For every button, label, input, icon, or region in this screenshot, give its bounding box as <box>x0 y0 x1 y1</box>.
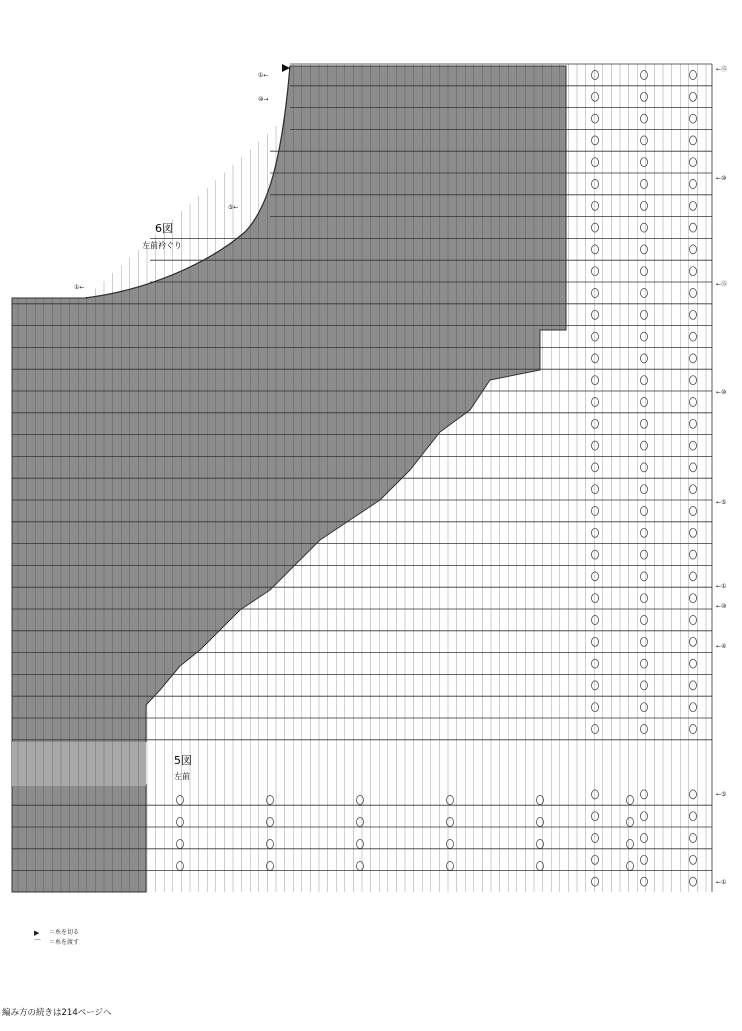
stitch-cluster <box>690 158 697 167</box>
stitch-cluster <box>690 812 697 821</box>
stitch-cluster <box>592 572 599 581</box>
stitch-cluster <box>690 637 697 646</box>
stitch-cluster <box>641 855 648 864</box>
stitch-cluster <box>592 158 599 167</box>
stitch-cluster <box>690 310 697 319</box>
stitch-cluster <box>641 245 648 254</box>
stitch-cluster <box>641 201 648 210</box>
stitch-cluster <box>690 114 697 123</box>
stitch-cluster <box>592 528 599 537</box>
stitch-cluster <box>592 354 599 363</box>
stitch-cluster <box>447 840 454 849</box>
stitch-cluster <box>592 855 599 864</box>
stitch-cluster <box>627 862 634 871</box>
stitch-cluster <box>690 659 697 668</box>
stitch-cluster <box>641 790 648 799</box>
stitch-cluster <box>690 616 697 625</box>
stitch-cluster <box>641 725 648 734</box>
stitch-cluster <box>592 398 599 407</box>
stitch-cluster <box>592 550 599 559</box>
stitch-cluster <box>641 550 648 559</box>
stitch-cluster <box>627 840 634 849</box>
stitch-cluster <box>690 594 697 603</box>
stitch-cluster <box>592 790 599 799</box>
stitch-cluster <box>690 550 697 559</box>
stitch-cluster <box>641 834 648 843</box>
stitch-cluster <box>627 796 634 805</box>
shaded-lower-block <box>12 742 146 786</box>
stitch-cluster <box>641 463 648 472</box>
stitch-cluster <box>592 703 599 712</box>
stitch-cluster <box>592 725 599 734</box>
stitch-cluster <box>592 637 599 646</box>
stitch-cluster <box>690 507 697 516</box>
stitch-cluster <box>641 332 648 341</box>
stitch-cluster <box>592 223 599 232</box>
continuation-note: 編み方の続きは214ページへ <box>2 1008 112 1018</box>
stitch-cluster <box>641 528 648 537</box>
stitch-cluster <box>641 180 648 189</box>
stitch-cluster <box>592 594 599 603</box>
stitch-cluster <box>592 485 599 494</box>
stitch-cluster <box>592 834 599 843</box>
stitch-cluster <box>690 855 697 864</box>
figure-6-title: 6図 <box>155 222 173 235</box>
stitch-cluster <box>690 725 697 734</box>
stitch-cluster <box>690 376 697 385</box>
legend-item-label: ＝糸を切る <box>49 929 80 936</box>
join-yarn-icon: ⌒ <box>34 939 41 947</box>
stitch-cluster <box>447 818 454 827</box>
legend-item-join-yarn <box>34 938 79 948</box>
stitch-cluster <box>641 398 648 407</box>
stitch-cluster <box>641 616 648 625</box>
stitch-cluster <box>641 572 648 581</box>
legend <box>34 928 79 948</box>
stitch-cluster <box>592 245 599 254</box>
stitch-cluster <box>357 818 364 827</box>
stitch-cluster <box>690 201 697 210</box>
stitch-cluster <box>641 114 648 123</box>
stitch-cluster <box>641 812 648 821</box>
stitch-cluster <box>592 463 599 472</box>
row-marker-right: ←⑮ <box>716 281 728 288</box>
stitch-cluster <box>641 659 648 668</box>
legend-item-cut-yarn <box>34 928 79 938</box>
stitch-cluster <box>592 681 599 690</box>
stitch-cluster <box>641 71 648 80</box>
stitch-cluster <box>690 681 697 690</box>
stitch-cluster <box>641 354 648 363</box>
cut-yarn-icon: ▶ <box>34 929 40 937</box>
stitch-cluster <box>690 180 697 189</box>
cut-yarn-icon <box>282 64 290 72</box>
stitch-cluster <box>690 223 697 232</box>
stitch-cluster <box>177 862 184 871</box>
stitch-cluster <box>690 528 697 537</box>
stitch-cluster <box>690 398 697 407</box>
stitch-cluster <box>641 419 648 428</box>
stitch-cluster <box>690 92 697 101</box>
row-marker-right: ←④ <box>716 643 727 650</box>
stitch-cluster <box>627 818 634 827</box>
stitch-cluster <box>592 616 599 625</box>
stitch-cluster <box>592 507 599 516</box>
row-marker-left: ①← <box>258 72 269 79</box>
stitch-cluster <box>592 441 599 450</box>
stitch-cluster <box>592 201 599 210</box>
row-marker-right: ←⑤ <box>716 499 727 506</box>
stitch-cluster <box>177 818 184 827</box>
stitch-cluster <box>641 441 648 450</box>
stitch-cluster <box>690 267 697 276</box>
stitch-cluster <box>690 790 697 799</box>
row-marker-right: ←⑩ <box>716 389 727 396</box>
stitch-cluster <box>357 840 364 849</box>
stitch-cluster <box>641 289 648 298</box>
stitch-cluster <box>641 594 648 603</box>
row-marker-right: ←① <box>716 879 727 886</box>
stitch-cluster <box>641 485 648 494</box>
stitch-cluster <box>690 485 697 494</box>
stitch-cluster <box>690 877 697 886</box>
row-marker-right: ←⑤ <box>716 791 727 798</box>
row-marker-right: ←① <box>716 583 727 590</box>
stitch-cluster <box>357 862 364 871</box>
row-marker-right: ←⑩ <box>716 603 727 610</box>
stitch-cluster <box>177 840 184 849</box>
stitch-cluster <box>592 267 599 276</box>
stitch-cluster <box>641 136 648 145</box>
figure-5-band <box>146 742 712 784</box>
stitch-cluster <box>690 834 697 843</box>
stitch-cluster <box>357 796 364 805</box>
stitch-cluster <box>641 158 648 167</box>
stitch-cluster <box>592 92 599 101</box>
stitch-cluster <box>641 703 648 712</box>
stitch-cluster <box>592 376 599 385</box>
stitch-cluster <box>592 659 599 668</box>
stitch-cluster <box>641 877 648 886</box>
stitch-cluster <box>592 812 599 821</box>
stitch-cluster <box>592 71 599 80</box>
stitch-cluster <box>641 92 648 101</box>
stitch-cluster <box>690 245 697 254</box>
stitch-cluster <box>592 289 599 298</box>
stitch-cluster <box>690 71 697 80</box>
stitch-cluster <box>447 796 454 805</box>
stitch-cluster <box>690 703 697 712</box>
stitch-cluster <box>690 463 697 472</box>
stitch-cluster <box>641 267 648 276</box>
stitch-cluster <box>641 310 648 319</box>
stitch-cluster <box>690 354 697 363</box>
stitch-cluster <box>690 136 697 145</box>
stitch-cluster <box>641 376 648 385</box>
figure-5-subtitle: 左前 <box>174 772 190 781</box>
stitch-cluster <box>690 441 697 450</box>
stitch-cluster <box>177 796 184 805</box>
stitch-cluster <box>690 572 697 581</box>
row-marker-left: ⑩→ <box>258 96 269 103</box>
stitch-cluster <box>592 332 599 341</box>
figure-6-subtitle: 左前衿ぐり <box>142 241 182 250</box>
stitch-cluster <box>641 507 648 516</box>
figure-5-title: 5図 <box>174 754 192 767</box>
stitch-cluster <box>690 289 697 298</box>
stitch-cluster <box>592 180 599 189</box>
stitch-cluster <box>690 332 697 341</box>
stitch-cluster <box>447 862 454 871</box>
stitch-cluster <box>592 419 599 428</box>
row-marker-left: ⑤← <box>228 204 239 211</box>
stitch-cluster <box>592 877 599 886</box>
stitch-cluster <box>592 310 599 319</box>
row-marker-left: ①← <box>74 284 85 291</box>
row-marker-right: ←⑮ <box>716 66 728 73</box>
stitch-cluster <box>641 681 648 690</box>
legend-item-label: ＝糸を渡す <box>49 939 80 946</box>
stitch-cluster <box>641 637 648 646</box>
stitch-cluster <box>592 114 599 123</box>
row-marker-right: ←⑩ <box>716 175 727 182</box>
stitch-cluster <box>690 419 697 428</box>
stitch-cluster <box>641 223 648 232</box>
stitch-cluster <box>592 136 599 145</box>
